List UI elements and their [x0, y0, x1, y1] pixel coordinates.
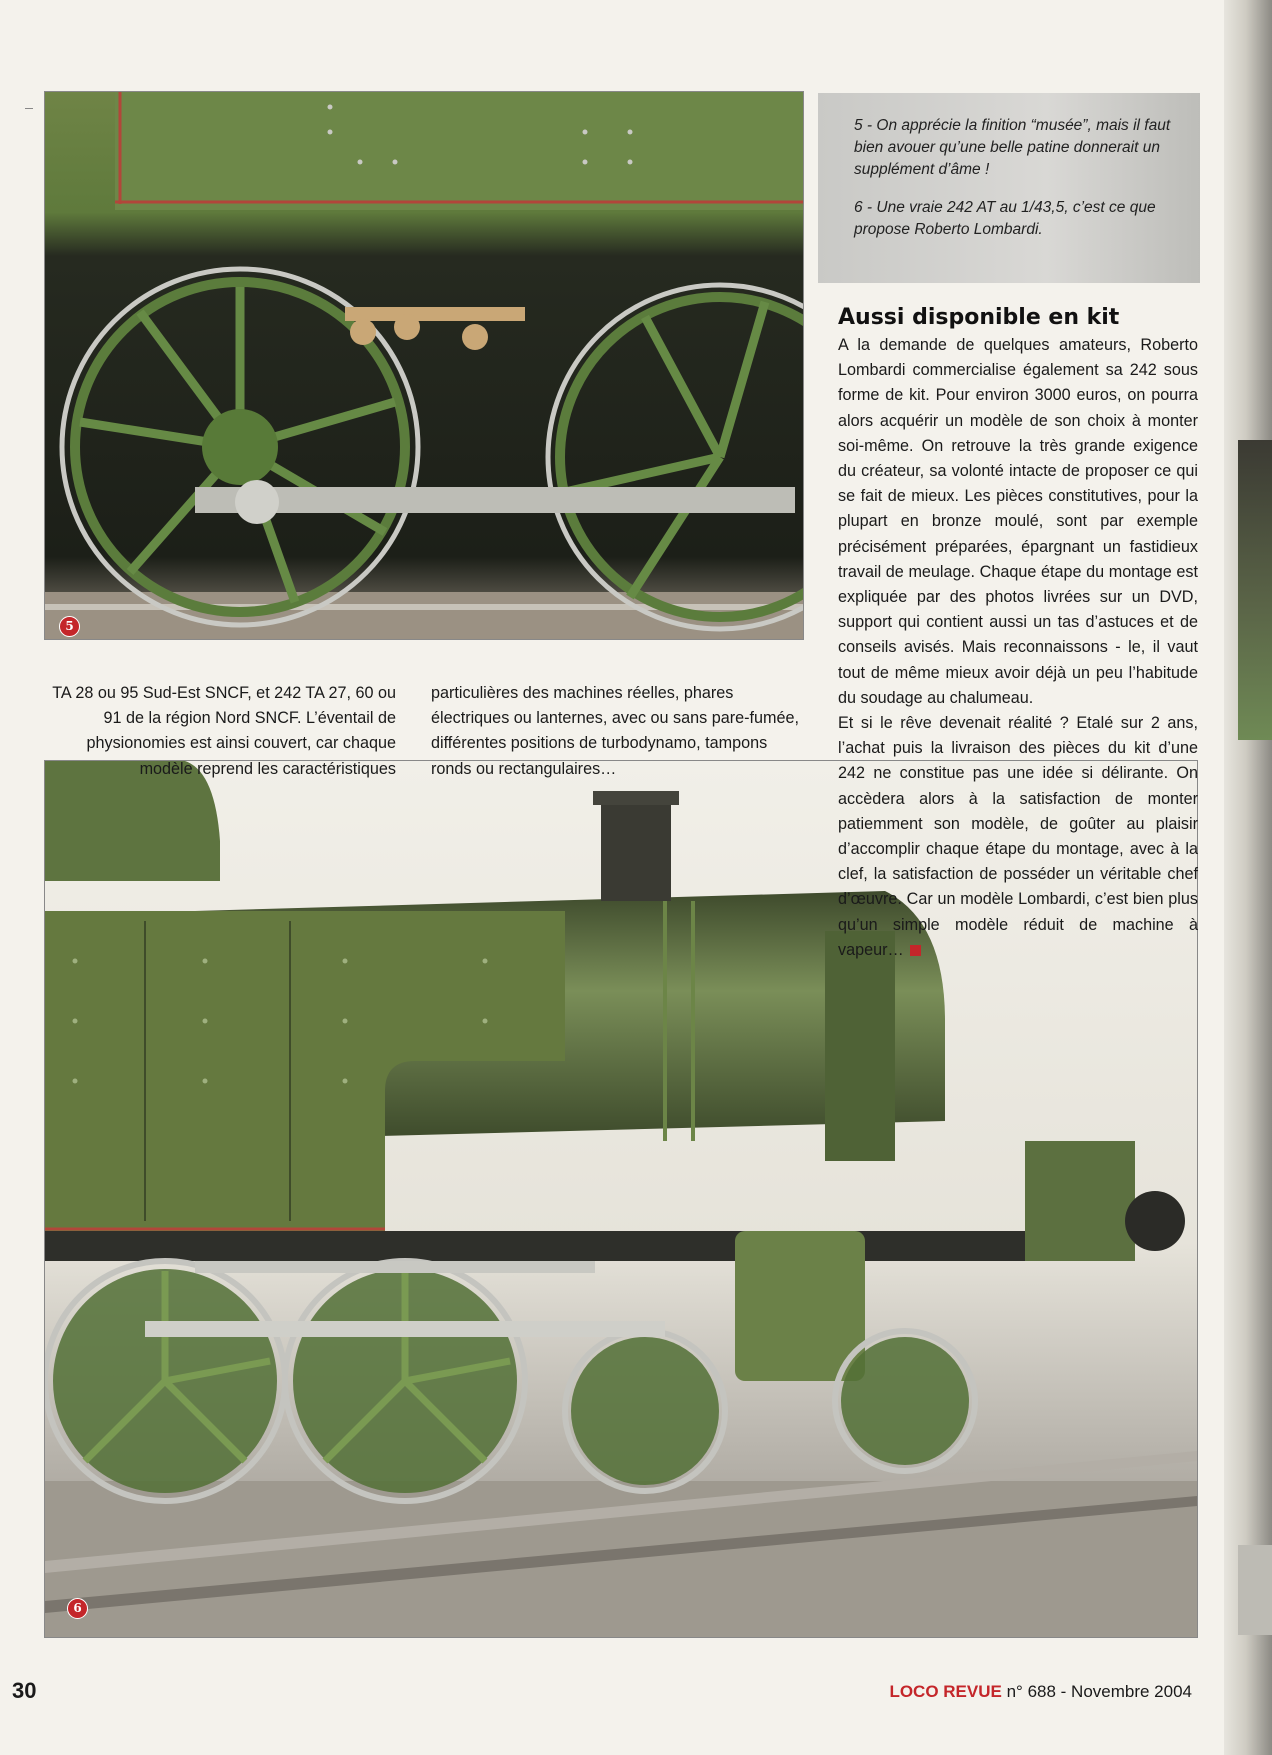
- photo-number-badge-5: 5: [59, 616, 80, 637]
- magazine-name: LOCO REVUE: [889, 1682, 1002, 1701]
- article-paragraph-1: A la demande de quelques amateurs, Roberto Lombardi commercialise également sa 242 sous forme de kit. Pour environ 3000 euros, on pourra alors acquérir un modèle de son choix à monter soi-même. On retrouve la très grande exigence du créateur, sa volonté intacte de proposer ce qui se fait de mieux. Les pièces constitutives, pour la plupart en bronze moulé, sont par exemple précisément préparées, épargnant un fastidieux travail de meulage. Chaque étape du montage est expliquée par des photos livrées sur un DVD, support qui contient aussi un tas d’astuces et de conseils avisés. Mais reconnaissons - le, il vaut tout de même mieux avoir déjà un peu l’habitude du soudage au chalumeau.: [838, 336, 1198, 707]
- caption-photo-5: 5 - On apprécie la finition “musée”, mais il faut bien avouer qu’une belle patine donnerait un supplément d’âme !: [854, 117, 1171, 178]
- article-body: [838, 333, 1198, 963]
- photo-number-badge-6: 6: [67, 1598, 88, 1619]
- page-edge-shadow: [1224, 0, 1272, 1755]
- issue-info: n° 688 - Novembre 2004: [1006, 1682, 1192, 1701]
- caption-box: [818, 93, 1200, 283]
- text-column-middle: particulières des machines réelles, phares électriques ou lanternes, avec ou sans pare-fumée, différentes positions de turbodynamo, tampons ronds ou rectangulaires…: [431, 684, 800, 778]
- wheels-closeup-illustration: [45, 92, 803, 639]
- caption-photo-6: 6 - Une vraie 242 AT au 1/43,5, c’est ce que propose Roberto Lombardi.: [854, 199, 1156, 238]
- page-number: 30: [12, 1678, 37, 1703]
- print-tick-mark: [25, 108, 33, 109]
- adjacent-page-strip-lower: [1238, 1545, 1272, 1635]
- photo-wheels-closeup: [44, 91, 804, 640]
- magazine-footer: [889, 1682, 1192, 1702]
- text-column-left: TA 28 ou 95 Sud-Est SNCF, et 242 TA 27, 60 ou 91 de la région Nord SNCF. L’éventail de physionomies est ainsi couvert, car chaque modèle reprend les caractéristiques: [52, 684, 396, 778]
- article-paragraph-2-text: Et si le rêve devenait réalité ? Etalé sur 2 ans, l’achat puis la livraison des pièces du kit d’une 242 ne constitue pas une idée si délirante. On accèdera alors à la satisfaction de monter patiemment son modèle, de goûter au plaisir d’accomplir chaque étape du montage, avec à la clef, la satisfaction de posséder un véritable chef d’œuvre. Car un modèle Lombardi, c’est bien plus qu’un simple modèle réduit de machine à vapeur…: [838, 714, 1198, 959]
- article-heading: Aussi disponible en kit: [838, 305, 1120, 330]
- article-paragraph-2: [838, 711, 1198, 963]
- end-of-article-mark: [910, 945, 921, 956]
- adjacent-page-strip: [1238, 440, 1272, 740]
